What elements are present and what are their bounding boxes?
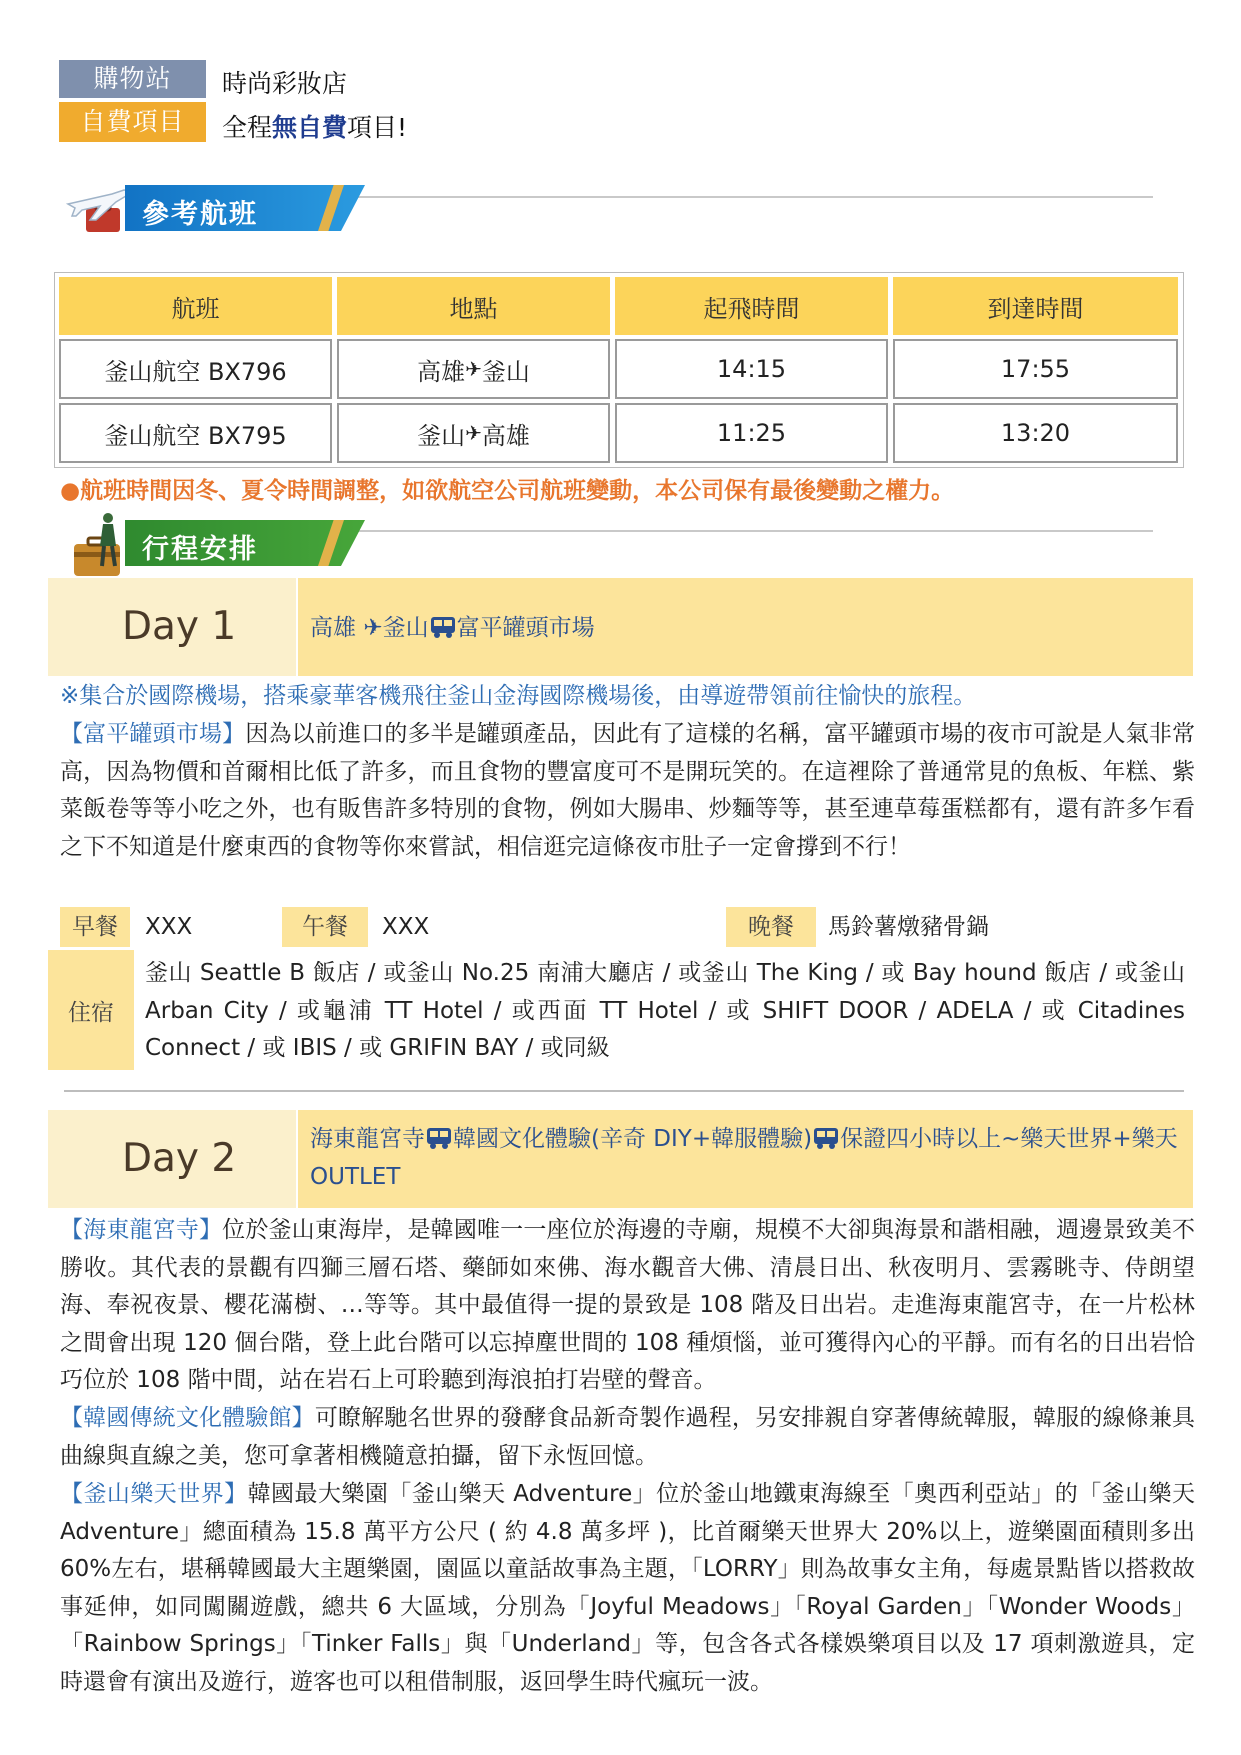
day1-route-stop-1: 高雄 [310, 615, 356, 641]
flight-note: ●航班時間因冬、夏令時間調整，如欲航空公司航班變動，本公司保有最後變動之權力。 [60, 478, 955, 504]
flights-section-line [290, 196, 1153, 198]
lunch-label: 午餐 [282, 907, 368, 947]
day1-market-text: 因為以前進口的多半是罐頭產品，因此有了這樣的名稱，富平罐頭市場的夜市可說是人氣非常高，因為物價和首爾相比低了許多，而且食物的豐富度可不是開玩笑的。在這裡除了普通常見的魚板、年糕、紫菜飯卷等等小吃之外，也有販售許多特別的食物，例如大腸串、炒麵等等，甚至連草莓蛋糕都有，還有許多乍看之下不知道是什麼東西的食物等你來嘗試，相信逛完這條夜市肚子一定會撐到不行！ [60, 721, 1196, 860]
optional-highlight: 無自費 [272, 113, 348, 142]
flight-row-2-flight: 釜山航空 BX795 [59, 403, 332, 463]
day2-route-stop-3: 保證四小時以上~樂天世界+樂天 OUTLET [310, 1126, 1178, 1190]
flight-row-2-depart: 11:25 [615, 403, 888, 463]
shopping-value: 時尚彩妝店 [222, 69, 348, 98]
day1-intro: ※集合於國際機場，搭乘豪華客機飛往釜山金海國際機場後，由導遊帶領前往愉快的旅程。 [60, 683, 977, 709]
breakfast-value: XXX [145, 914, 193, 940]
day2-route-stop-2: 韓國文化體驗(辛奇 DIY+韓服體驗) [453, 1126, 813, 1152]
day1-market-key: 【富平罐頭市場】 [60, 721, 246, 747]
flight-row-1-depart: 14:15 [615, 339, 888, 399]
optional-pre: 全程 [222, 113, 273, 142]
flight-row-2-to: 高雄 [481, 421, 530, 450]
flight-row-2-location [337, 403, 610, 463]
day2-culture-key: 【韓國傳統文化體驗館】 [60, 1405, 315, 1431]
flight-row-1-from: 高雄 [417, 357, 466, 386]
day2-temple-key: 【海東龍宮寺】 [60, 1217, 223, 1243]
stay-label-text: 住宿 [68, 999, 114, 1026]
day1-route [310, 609, 1180, 647]
day1-label: Day 1 [122, 604, 237, 649]
flight-row-1-to: 釜山 [481, 357, 530, 386]
suitcase-traveler-icon [70, 510, 134, 586]
flight-row-1-flight: 釜山航空 BX796 [59, 339, 332, 399]
flight-row-2-from: 釜山 [417, 421, 466, 450]
day2-paragraph-temple [60, 1212, 1195, 1400]
plane-arrow-icon: ✈ [465, 421, 482, 445]
day1-paragraph-market [60, 716, 1195, 866]
itinerary-section-line [290, 530, 1153, 532]
lunch-value: XXX [382, 914, 430, 940]
optional-label: 自費項目 [59, 102, 206, 142]
airplane-luggage-icon [66, 186, 132, 240]
day1-route-stop-2: 釜山 [382, 615, 429, 641]
bus-icon [812, 1126, 840, 1152]
flight-header-location: 地點 [337, 277, 610, 335]
day-divider [64, 1090, 1184, 1092]
day2-lotteworld-text: 韓國最大樂園「釜山樂天 Adventure」位於釜山地鐵東海線至「奧西利亞站」的「釜山樂天 Adventure」總面積為 15.8 萬平方公尺 ( 約 4.8 萬多坪 )，比首爾樂天世界大 20%以上，遊樂園面積則多出 60%左右，堪稱韓國最大主題樂園，園區以童話故事為主題，「LORRY」則為故事女主角，每處景點皆以搭救故事延伸，如同闖關遊戲，總共 6 大區域，分別為「Joyful Meadows」「Royal Garden」「Wonder Woods」「Rainbow Springs」「Tinker Falls」與「Underland」等，包含各式各樣娛樂項目以及 17 項刺激遊具，定時還會有演出及遊行，遊客也可以租借制服，返回學生時代瘋玩一波。 [60, 1481, 1196, 1695]
day2-lotteworld-key: 【釜山樂天世界】 [60, 1481, 248, 1507]
itinerary-section-title: 行程安排 [142, 534, 258, 565]
day1-route-stop-3: 富平罐頭市場 [456, 615, 595, 641]
day2-temple-text: 位於釜山東海岸，是韓國唯一一座位於海邊的寺廟，規模不大卻與海景和諧相融，週邊景致美不勝收。其代表的景觀有四獅三層石塔、藥師如來佛、海水觀音大佛、清晨日出、秋夜明月、雲霧眺寺、侍朗望海、奉祝夜景、櫻花滿樹、…等等。其中最值得一提的景致是 108 階及日出岩。走進海東龍宮寺，在一片松林之間會出現 120 個台階，登上此台階可以忘掉塵世間的 108 種煩惱，並可獲得內心的平靜。而有名的日出岩恰巧位於 108 階中間，站在岩石上可聆聽到海浪拍打岩壁的聲音。 [60, 1217, 1196, 1393]
bus-icon [425, 1126, 453, 1152]
dinner-label: 晚餐 [726, 907, 816, 947]
day2-paragraph-culture [60, 1400, 1195, 1475]
flight-header-depart: 起飛時間 [615, 277, 888, 335]
bus-icon [429, 615, 457, 641]
flight-row-1-arrive: 17:55 [893, 339, 1178, 399]
stay-label [48, 950, 134, 1070]
flight-row-1-location [337, 339, 610, 399]
flight-table [54, 272, 1184, 468]
optional-value [222, 108, 407, 144]
flights-section-title: 參考航班 [142, 199, 258, 230]
plane-icon: ✈ [363, 615, 383, 641]
flight-header-arrive: 到達時間 [893, 277, 1178, 335]
day2-route-stop-1: 海東龍宮寺 [310, 1126, 425, 1152]
optional-post: 項目! [347, 113, 408, 142]
day2-route [310, 1120, 1180, 1196]
dinner-value: 馬鈴薯燉豬骨鍋 [828, 914, 989, 940]
day2-culture-text: 可瞭解馳名世界的發酵食品新奇製作過程，另安排親自穿著傳統韓服，韓服的線條兼具曲線與直線之美，您可拿著相機隨意拍攝，留下永恆回憶。 [60, 1405, 1196, 1469]
day2-paragraph-lotteworld [60, 1476, 1195, 1701]
flight-header-flight: 航班 [59, 277, 332, 335]
shopping-label: 購物站 [59, 60, 206, 98]
flight-row-2-arrive: 13:20 [893, 403, 1178, 463]
plane-arrow-icon: ✈ [465, 357, 482, 381]
breakfast-label: 早餐 [60, 907, 130, 947]
day2-label: Day 2 [122, 1136, 237, 1181]
stay-value: 釜山 Seattle B 飯店 / 或釜山 No.25 南浦大廳店 / 或釜山 The King / 或 Bay hound 飯店 / 或釜山 Arban City / 或龜浦 TT Hotel / 或西面 TT Hotel / 或 SHIFT DOOR / ADELA / 或 Citadines Connect / 或 IBIS / 或 GRIFIN BAY / 或同級 [145, 960, 1185, 1061]
